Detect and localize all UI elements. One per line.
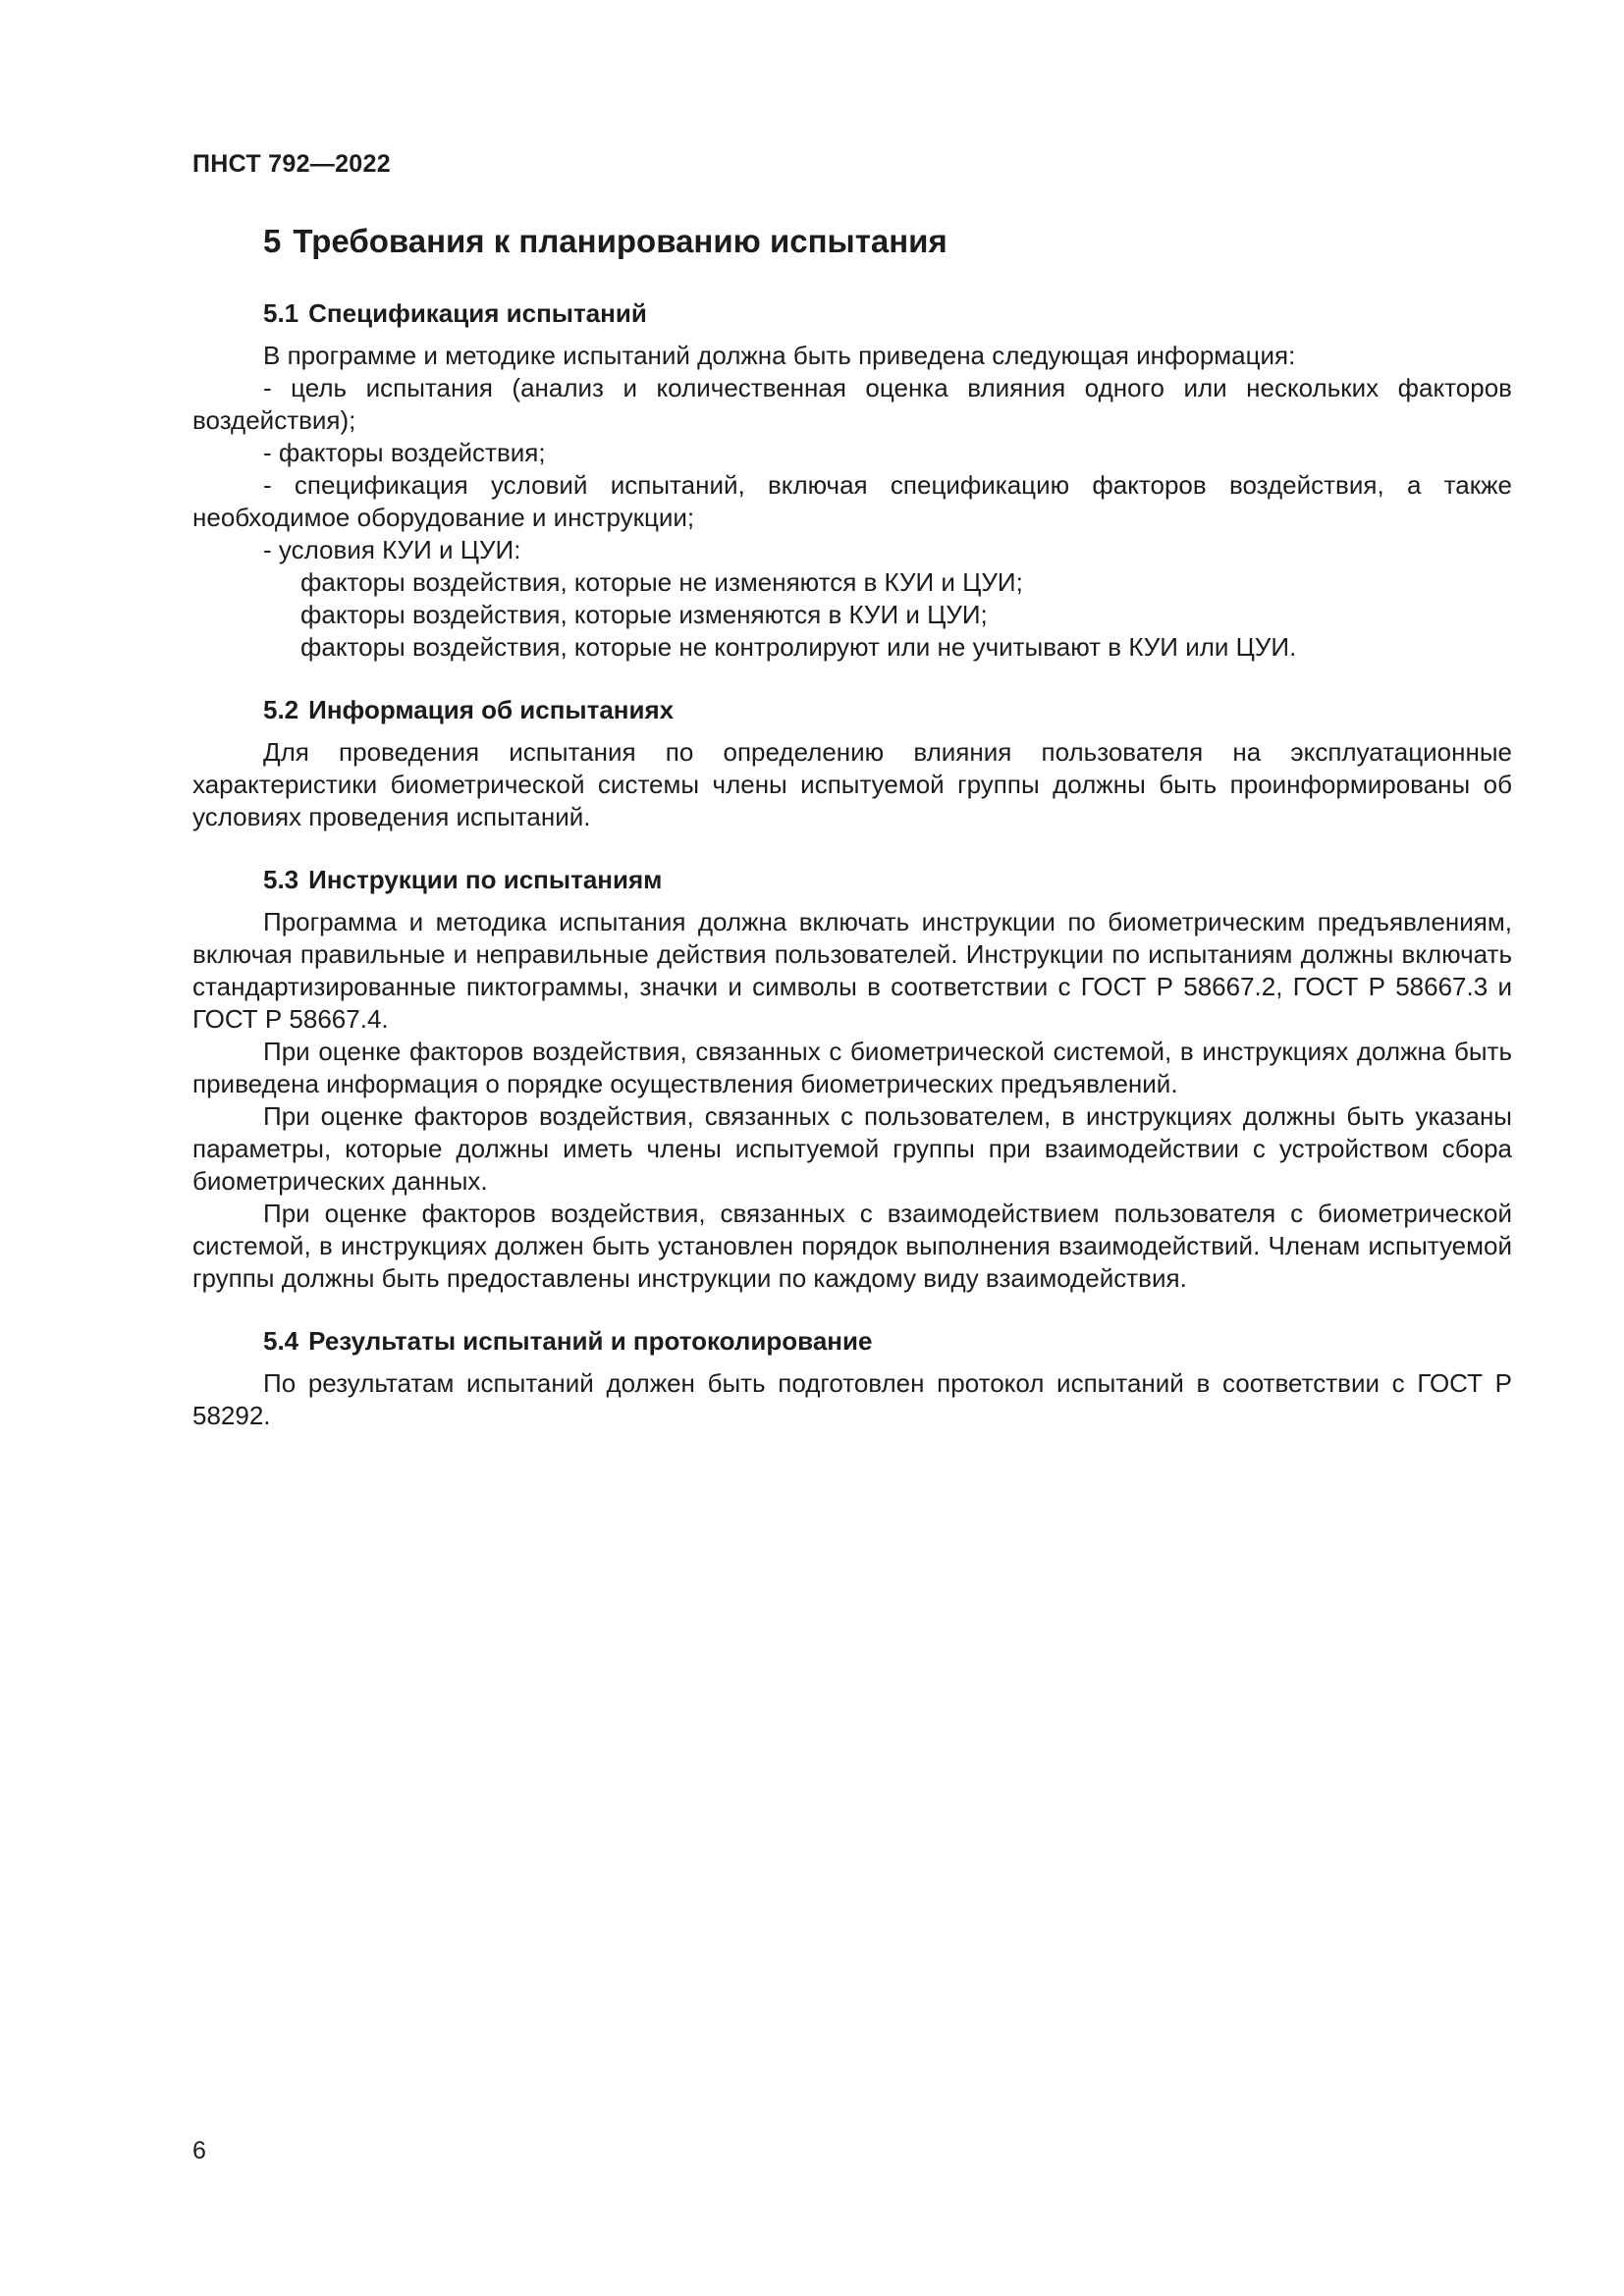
list-item: - спецификация условий испытаний, включая спецификацию факторов воздействия, а также необходимое оборудование и инструкции;: [192, 470, 1512, 532]
subsection-5-3: [192, 864, 1512, 1295]
section-number: 5: [263, 223, 282, 259]
subsection-title-text: Информация об испытаниях: [308, 695, 675, 724]
subsection-title: [263, 297, 1512, 330]
subsection-5-2: [192, 694, 1512, 833]
paragraph: Программа и методика испытания должна включать инструкции по биометрическим предъявлениям, включая правильные и неправильные действия пользователей. Инструкции по испытаниям должны включать стандартизированные пиктограммы, значки и символы в соответствии с ГОСТ Р 58667.2, ГОСТ Р 58667.3 и ГОСТ Р 58667.4.: [192, 907, 1512, 1034]
subsection-title-text: Инструкции по испытаниям: [308, 865, 663, 894]
subsection-title: [263, 864, 1512, 896]
sub-list-item: факторы воздействия, которые не изменяются в КУИ и ЦУИ;: [300, 567, 1023, 597]
list-item: - условия КУИ и ЦУИ:: [263, 535, 521, 564]
paragraph: В программе и методике испытаний должна быть приведена следующая информация:: [263, 341, 1296, 370]
subsection-title: [263, 1325, 1512, 1358]
paragraph: При оценке факторов воздействия, связанных с биометрической системой, в инструкциях должна быть приведена информация о порядке осуществления биометрических предъявлений.: [192, 1037, 1512, 1098]
subsection-number: 5.4: [263, 1326, 299, 1356]
sub-list-item: факторы воздействия, которые изменяются в КУИ и ЦУИ;: [300, 600, 988, 629]
subsection-number: 5.1: [263, 298, 299, 328]
list-item: - факторы воздействия;: [263, 438, 546, 467]
document-header: ПНСТ 792—2022: [192, 150, 391, 178]
subsection-title: [263, 694, 1512, 726]
document-body: [192, 220, 1512, 1463]
subsection-number: 5.3: [263, 865, 299, 894]
paragraph: При оценке факторов воздействия, связанных с пользователем, в инструкциях должны быть указаны параметры, которые должны иметь члены испытуемой группы при взаимодействии с устройством сбора биометрических данных.: [192, 1101, 1512, 1196]
subsection-title-text: Результаты испытаний и протоколирование: [308, 1326, 873, 1356]
section-title-text: Требования к планированию испытания: [293, 223, 947, 259]
section-title: [263, 220, 1512, 263]
subsection-title-text: Спецификация испытаний: [308, 298, 647, 328]
paragraph: Для проведения испытания по определению влияния пользователя на эксплуатационные характеристики биометрической системы члены испытуемой группы должны быть проинформированы об условиях проведения испытаний.: [192, 737, 1512, 831]
subsection-number: 5.2: [263, 695, 299, 724]
list-item: - цель испытания (анализ и количественная оценка влияния одного или нескольких факторов воздействия);: [192, 373, 1512, 435]
sub-list-item: факторы воздействия, которые не контролируют или не учитывают в КУИ или ЦУИ.: [300, 632, 1297, 662]
subsection-5-1: [192, 297, 1512, 664]
subsection-5-4: [192, 1325, 1512, 1432]
paragraph: По результатам испытаний должен быть подготовлен протокол испытаний в соответствии с ГОСТ Р 58292.: [192, 1368, 1512, 1430]
page-number: 6: [192, 2137, 206, 2164]
paragraph: При оценке факторов воздействия, связанных с взаимодействием пользователя с биометрической системой, в инструкциях должен быть установлен порядок выполнения взаимодействий. Членам испытуемой группы должны быть предоставлены инструкции по каждому виду взаимодействия.: [192, 1199, 1512, 1293]
